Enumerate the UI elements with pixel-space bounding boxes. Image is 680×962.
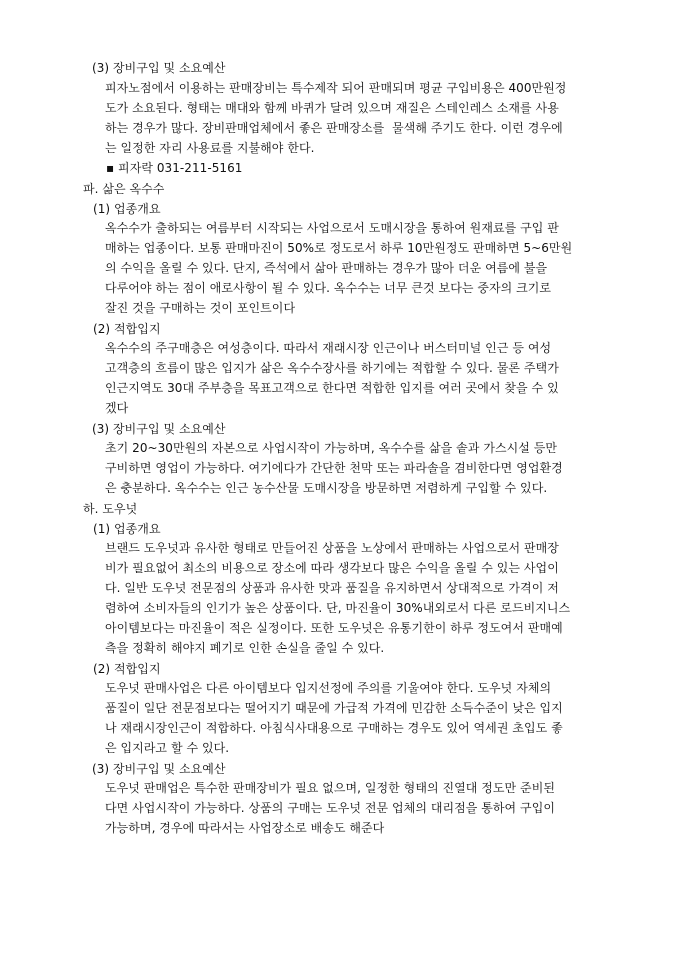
subsection-heading: (1) 업종개요: [93, 522, 161, 536]
paragraph-line: 구비하면 영업이 가능하다. 여기에다가 간단한 천막 또는 파라솔을 겸비한다면 영업환경: [105, 461, 563, 475]
paragraph-line: 도우넛 판매사업은 다른 아이템보다 입지선정에 주의를 기울여야 한다. 도우넛 자체의: [105, 681, 552, 695]
subsection-heading: (2) 적합입지: [93, 322, 161, 336]
paragraph-line: 품질이 일단 전문점보다는 떨어지기 때문에 가급적 가격에 민감한 소득수준이 낮은 입지: [105, 701, 563, 715]
subsection-heading: (3) 장비구입 및 소요예산: [92, 762, 226, 776]
paragraph-line: 은 충분하다. 옥수수는 인근 농수산물 도매시장을 방문하면 저렴하게 구입할 수 있다.: [105, 481, 548, 495]
paragraph-line: 옥수수가 출하되는 여름부터 시작되는 사업으로서 도매시장을 통하여 원재료를 구입 판: [105, 221, 559, 235]
paragraph-line: 옥수수의 주구매층은 여성층이다. 따라서 재래시장 인근이나 버스터미널 인근 등 여성: [105, 341, 552, 355]
paragraph-line: 다면 사업시작이 가능하다. 상품의 구매는 도우넛 전문 업체의 대리점을 통하여 구입이: [105, 801, 555, 815]
paragraph-line: 피자노점에서 이용하는 판매장비는 특수제작 되어 판매되며 평균 구입비용은 400만원정: [105, 81, 567, 95]
paragraph-line: 아이템보다는 마진율이 적은 실정이다. 또한 도우넛은 유통기한이 하루 정도여서 판매예: [105, 621, 563, 635]
paragraph-line: 다루어야 하는 점이 애로사항이 될 수 있다. 옥수수는 너무 큰것 보다는 중자의 크기로: [105, 281, 552, 295]
paragraph-line: 하는 경우가 많다. 장비판매업체에서 좋은 판매장소를 물색해 주기도 한다. 이런 경우에: [105, 121, 563, 135]
section-heading: 하. 도우넛: [83, 502, 138, 516]
paragraph-line: 은 입지라고 할 수 있다.: [105, 741, 230, 755]
paragraph-line: 렴하여 소비자들의 인기가 높은 상품이다. 단, 마진율이 30%내외로서 다른 로드비지니스: [105, 601, 571, 615]
paragraph-line: 측을 정확히 해야지 폐기로 인한 손실을 줄일 수 있다.: [105, 641, 385, 655]
paragraph-line: 잘진 것을 구매하는 것이 포인트이다: [105, 301, 296, 315]
paragraph-line: 의 수익을 올릴 수 있다. 단지, 즉석에서 삶아 판매하는 경우가 많아 더운 여름에 불을: [105, 261, 548, 275]
paragraph-line: 는 일정한 자리 사용료를 지불해야 한다.: [105, 141, 315, 155]
paragraph-line: 초기 20~30만원의 자본으로 사업시작이 가능하며, 옥수수를 삶을 솥과 가스시설 등만: [105, 441, 558, 455]
paragraph-line: 비가 필요없어 최소의 비용으로 장소에 따라 생각보다 많은 수익을 올릴 수 있는 사업이: [105, 561, 559, 575]
paragraph-line: 가능하며, 경우에 따라서는 사업장소로 배송도 해준다: [105, 821, 385, 835]
paragraph-line: 브랜드 도우넛과 유사한 형태로 만들어진 상품을 노상에서 판매하는 사업으로서 판매장: [105, 541, 559, 555]
paragraph-line: 다. 일반 도우넛 전문점의 상품과 유사한 맛과 품질을 유지하면서 상대적으로 가격이 저: [105, 581, 559, 595]
section-heading: 파. 삶은 옥수수: [83, 182, 165, 196]
paragraph-line: 매하는 업종이다. 보통 판매마진이 50%로 정도로서 하루 10만원정도 판매하면 5~6만원: [105, 241, 573, 255]
subsection-heading: (3) 장비구입 및 소요예산: [92, 422, 226, 436]
subsection-heading: (1) 업종개요: [93, 202, 161, 216]
contact-bullet: ▪ 피자락 031-211-5161: [106, 161, 243, 175]
paragraph-line: 인근지역도 30대 주부층을 목표고객으로 한다면 적합한 입지를 여러 곳에서 찾을 수 있: [105, 381, 559, 395]
paragraph-line: 겠다: [105, 401, 129, 415]
paragraph-line: 고객층의 흐름이 많은 입지가 삶은 옥수수장사를 하기에는 적합할 수 있다. 물론 주택가: [105, 361, 559, 375]
paragraph-line: 도가 소요된다. 형태는 매대와 함께 바퀴가 달려 있으며 재질은 스테인레스 소재를 사용: [105, 101, 559, 115]
subsection-heading: (3) 장비구입 및 소요예산: [92, 61, 226, 75]
paragraph-line: 나 재래시장인근이 적합하다. 아침식사대용으로 구매하는 경우도 있어 역세권 초입도 좋: [105, 721, 563, 735]
paragraph-line: 도우넛 판매업은 특수한 판매장비가 필요 없으며, 일정한 형태의 진열대 정도만 준비된: [105, 781, 555, 795]
subsection-heading: (2) 적합입지: [93, 662, 161, 676]
